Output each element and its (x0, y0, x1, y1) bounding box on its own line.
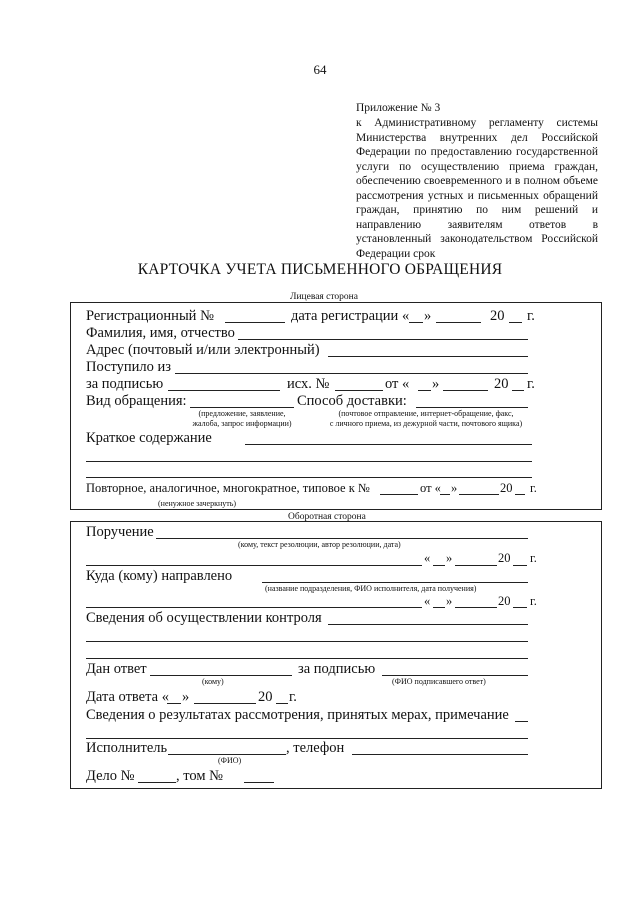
outgoing-no-label: исх. № (287, 376, 330, 392)
appendix-heading: Приложение № 3 (356, 102, 441, 114)
order-line-2[interactable] (86, 565, 422, 566)
type-hint (182, 409, 302, 429)
order-date-mid: » (446, 551, 453, 565)
repeat-day-line[interactable] (440, 494, 450, 495)
control-label: Сведения об осуществлении контроля (86, 610, 322, 626)
delivery-label: Способ доставки: (297, 393, 407, 409)
answer-day-line[interactable] (167, 703, 181, 704)
sent-date-open: « (424, 594, 431, 608)
fio-line[interactable] (238, 339, 528, 340)
appendix-line: обеспечению своевременного и в полном объеме (356, 175, 598, 187)
phone-line[interactable] (352, 754, 528, 755)
appendix-line: Федерации срок (356, 247, 436, 260)
delivery-hint-line: (почтовое отправление, интернет-обращение, факс, (338, 409, 514, 418)
summary-line-1[interactable] (245, 444, 532, 445)
repeat-label: Повторное, аналогичное, многократное, типовое к № (86, 481, 370, 495)
sent-to-line-2[interactable] (86, 607, 422, 608)
reg-month-line[interactable] (436, 322, 481, 323)
delivery-hint-line: с личного приема, из дежурной части, почтового ящика) (329, 419, 523, 428)
signed-by-label: за подписью (86, 376, 164, 392)
phone-label: , телефон (286, 740, 345, 756)
order-day-line[interactable] (433, 565, 445, 566)
answer-month-line[interactable] (194, 703, 256, 704)
reg-year-label: 20 (490, 308, 505, 324)
answer-signed-line[interactable] (382, 675, 528, 676)
control-line[interactable] (328, 624, 528, 625)
type-hint-line: жалоба, запрос информации) (192, 419, 292, 428)
address-label: Адрес (почтовый и/или электронный) (86, 342, 320, 358)
repeat-hint: (ненужное зачеркнуть) (158, 499, 237, 508)
appendix-line: рассмотрения устных и письменных обращений (356, 189, 598, 202)
sent-year-suffix: г. (530, 594, 537, 608)
received-from-label: Поступило из (86, 359, 172, 375)
sent-year-label: 20 (498, 594, 511, 608)
summary-label: Краткое содержание (86, 430, 212, 446)
results-label: Сведения о результатах рассмотрения, принятых мерах, примечание (86, 707, 509, 723)
summary-line-3[interactable] (86, 477, 532, 478)
order-month-line[interactable] (455, 565, 497, 566)
outgoing-year-label: 20 (494, 376, 509, 392)
sent-month-line[interactable] (455, 607, 497, 608)
appendix-line: Министерства внутренних дел Российской (356, 131, 598, 144)
control-line-2[interactable] (86, 641, 528, 642)
results-line[interactable] (515, 721, 528, 722)
answer-date-mid: » (182, 689, 190, 705)
sent-to-line[interactable] (262, 582, 528, 583)
outgoing-year-line[interactable] (512, 390, 524, 391)
answer-year-label: 20 (258, 689, 273, 705)
reg-no-label: Регистрационный № (86, 308, 214, 324)
sent-to-hint: (название подразделения, ФИО исполнителя, дата получения) (265, 584, 477, 593)
repeat-month-line[interactable] (459, 494, 499, 495)
volume-line[interactable] (244, 782, 274, 783)
outgoing-mid: » (432, 376, 440, 392)
case-label: Дело № (86, 768, 135, 784)
repeat-year-line[interactable] (515, 494, 525, 495)
back-side-label: Оборотная сторона (288, 512, 366, 522)
answer-date-label: Дата ответа « (86, 689, 169, 705)
executor-line[interactable] (168, 754, 286, 755)
outgoing-month-line[interactable] (443, 390, 488, 391)
results-line-2[interactable] (86, 738, 528, 739)
reg-no-line[interactable] (225, 322, 285, 323)
repeat-year-label: 20 (500, 481, 513, 495)
order-year-suffix: г. (530, 551, 537, 565)
reg-date-mid: » (424, 308, 432, 324)
summary-line-2[interactable] (86, 461, 532, 462)
type-label: Вид обращения: (86, 393, 187, 409)
appendix-line: Федерации по предоставлению государственной (356, 146, 598, 158)
repeat-mid: » (451, 481, 458, 495)
volume-label: , том № (176, 768, 224, 784)
signed-by-line[interactable] (168, 390, 280, 391)
sent-year-line[interactable] (513, 607, 527, 608)
reg-day-line[interactable] (409, 322, 423, 323)
repeat-no-line[interactable] (380, 494, 418, 495)
page-title: КАРТОЧКА УЧЕТА ПИСЬМЕННОГО ОБРАЩЕНИЯ (137, 261, 503, 278)
answer-label: Дан ответ (86, 661, 147, 677)
repeat-year-suffix: г. (530, 481, 537, 495)
page-number: 64 (313, 62, 327, 77)
reg-date-label: дата регистрации « (291, 308, 410, 324)
reg-year-suffix: г. (527, 308, 535, 324)
outgoing-day-line[interactable] (418, 390, 431, 391)
appendix-line: граждан, принятию по ним решений и (356, 204, 598, 216)
order-date-open: « (424, 551, 431, 565)
order-year-label: 20 (498, 551, 511, 565)
case-line[interactable] (138, 782, 176, 783)
answer-year-suffix: г. (289, 689, 297, 705)
outgoing-no-line[interactable] (335, 390, 383, 391)
appendix-line: направлению заявителям ответов в (356, 218, 598, 231)
front-side-label: Лицевая сторона (290, 292, 358, 302)
type-hint-line: (предложение, заявление, (198, 409, 286, 418)
order-label: Поручение (86, 524, 154, 540)
executor-label: Исполнитель (86, 740, 168, 756)
answer-to-line[interactable] (150, 675, 292, 676)
appendix-line: услуги по осуществлению приема граждан, (356, 160, 598, 173)
answer-signer-hint: (ФИО подписавшего ответ) (392, 677, 486, 686)
order-hint: (кому, текст резолюции, автор резолюции, дата) (238, 540, 401, 549)
received-from-line[interactable] (175, 373, 528, 374)
appendix-text (356, 116, 598, 261)
sent-date-mid: » (446, 594, 453, 608)
control-line-3[interactable] (86, 658, 528, 659)
appendix-line: установленный законодательством Российской (356, 233, 598, 245)
type-line[interactable] (190, 407, 294, 408)
sent-to-label: Куда (кому) направлено (86, 568, 233, 584)
address-line[interactable] (328, 356, 528, 357)
outgoing-year-suffix: г. (527, 376, 535, 392)
order-line[interactable] (156, 538, 528, 539)
appendix-line: к Административному регламенту системы (356, 117, 598, 129)
order-year-line[interactable] (513, 565, 527, 566)
answer-signed-label: за подписью (298, 661, 376, 677)
delivery-line[interactable] (416, 407, 528, 408)
executor-hint: (ФИО) (218, 756, 242, 765)
delivery-hint (310, 409, 542, 429)
repeat-from-label: от « (420, 481, 441, 495)
sent-day-line[interactable] (433, 607, 445, 608)
reg-year-line[interactable] (509, 322, 522, 323)
outgoing-from-label: от « (385, 376, 410, 392)
answer-to-hint: (кому) (202, 677, 224, 686)
fio-label: Фамилия, имя, отчество (86, 325, 235, 341)
answer-year-line[interactable] (276, 703, 288, 704)
